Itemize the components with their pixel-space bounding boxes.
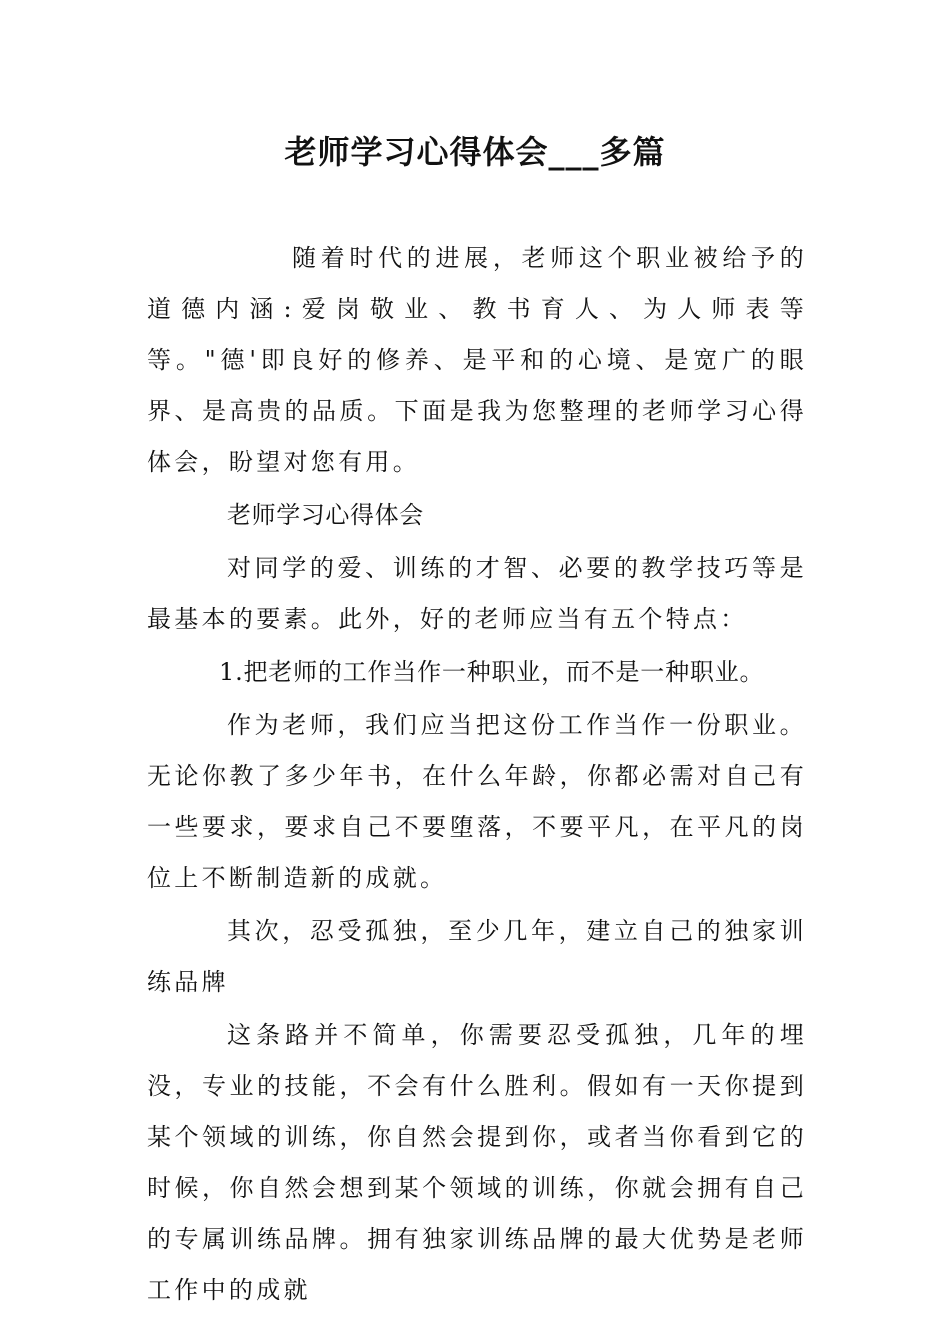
document-title: 老师学习心得体会___多篇	[284, 133, 666, 171]
document-body	[147, 233, 807, 1318]
list-item-1: 1.把老师的工作当作一种职业，而不是一种职业。	[219, 658, 765, 686]
body-paragraph: 这条路并不简单，你需要忍受孤独，几年的埋没，专业的技能，不会有什么胜利。假如有一天你提到某个领域的训练，你自然会提到你，或者当你看到它的时候，你自然会想到某个领域的训练，你就会拥有自己的专属训练品牌。拥有独家训练品牌的最大优势是老师工作中的成就	[147, 1021, 807, 1304]
body-paragraph: 作为老师，我们应当把这份工作当作一份职业。无论你教了多少年书，在什么年龄，你都必需对自己有一些要求，要求自己不要堕落，不要平凡，在平凡的岗位上不断制造新的成就。	[147, 711, 807, 892]
intro-paragraph: 随着时代的进展，老师这个职业被给予的道德内涵:爱岗敬业、教书育人、为人师表等等。"德'即良好的修养、是平和的心境、是宽广的眼界、是高贵的品质。下面是我为您整理的老师学习心得体会，盼望对您有用。	[147, 244, 807, 476]
body-paragraph: 对同学的爱、训练的才智、必要的教学技巧等是最基本的要素。此外，好的老师应当有五个特点：	[147, 554, 807, 633]
section-heading: 老师学习心得体会	[227, 501, 424, 529]
body-paragraph: 其次，忍受孤独，至少几年，建立自己的独家训练品牌	[147, 917, 807, 996]
